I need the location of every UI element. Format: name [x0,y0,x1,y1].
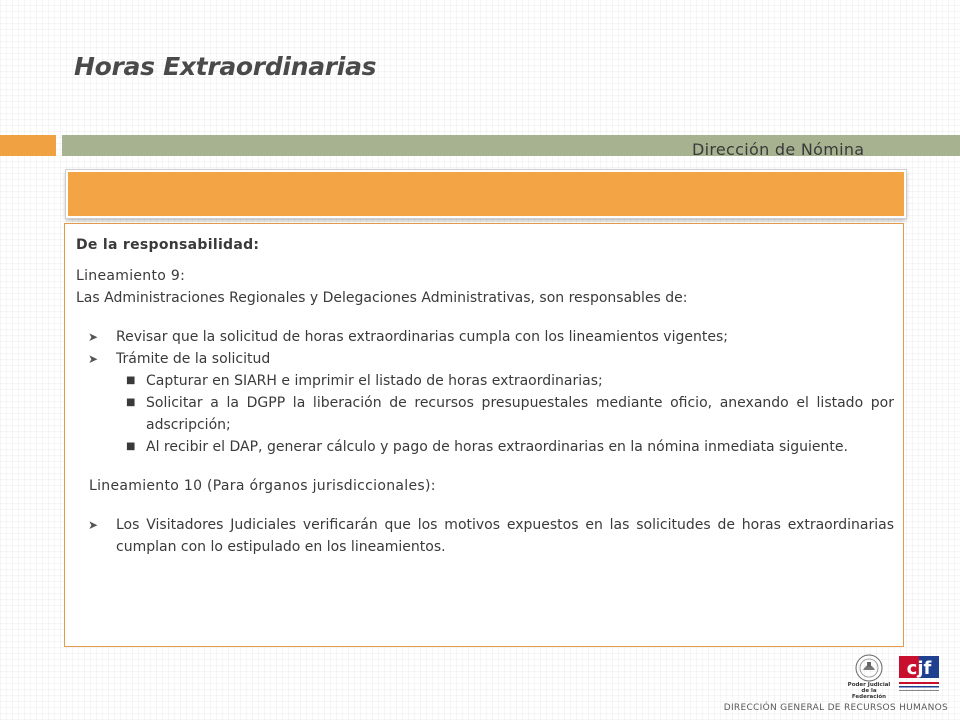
section-heading: De la responsabilidad: [76,237,260,253]
arrow-bullet-icon: ➤ [88,518,99,532]
responsibility-list [76,326,894,458]
section-banner [66,170,906,218]
footer-label: DIRECCIÓN GENERAL DE RECURSOS HUMANOS [723,703,948,713]
lineamiento-9-title: Lineamiento 9: [76,268,186,284]
square-bullet-icon: ■ [126,375,136,386]
logo-text-line: Poder Judicial [847,682,891,688]
list-item [76,514,894,558]
sub-list-item-text: Solicitar a la DGPP la liberación de recursos presupuestales mediante oficio, anexando el listado por adscripción; [146,395,894,433]
cjf-logo [896,652,942,698]
list-item [76,326,894,348]
sub-list-item-text: Capturar en SIARH e imprimir el listado de horas extraordinarias; [146,373,603,389]
arrow-bullet-icon: ➤ [88,352,99,366]
lineamiento-10-list [76,514,894,558]
arrow-bullet-icon: ➤ [88,330,99,344]
logo-text-line: de la Federación [851,688,887,700]
cjf-logo-letters: cjf [906,658,932,679]
page-title: Horas Extraordinarias [74,52,377,81]
page-subtitle: Dirección de Nómina [692,140,865,159]
poder-judicial-label [846,682,892,700]
lineamiento-10-title: Lineamiento 10 (Para órganos jurisdiccionales): [89,478,436,494]
lineamiento-9-intro: Las Administraciones Regionales y Delegaciones Administrativas, son responsables de: [76,290,688,306]
sub-list-item [76,436,894,458]
content-box [64,223,904,647]
sub-list-item [76,370,894,392]
list-item-text: Trámite de la solicitud [116,351,271,367]
square-bullet-icon: ■ [126,441,136,452]
sub-list-item [76,392,894,436]
list-item [76,348,894,370]
sub-list-item-text: Al recibir el DAP, generar cálculo y pago de horas extraordinarias en la nómina inmediata siguiente. [146,439,848,455]
square-bullet-icon: ■ [126,397,136,408]
header-accent-bar [0,135,56,156]
list-item-text: Revisar que la solicitud de horas extraordinarias cumpla con los lineamientos vigentes; [116,329,728,345]
list-item-text: Los Visitadores Judiciales verificarán que los motivos expuestos en las solicitudes de horas extraordinarias cumplan con lo estipulado en los lineamientos. [116,517,894,555]
